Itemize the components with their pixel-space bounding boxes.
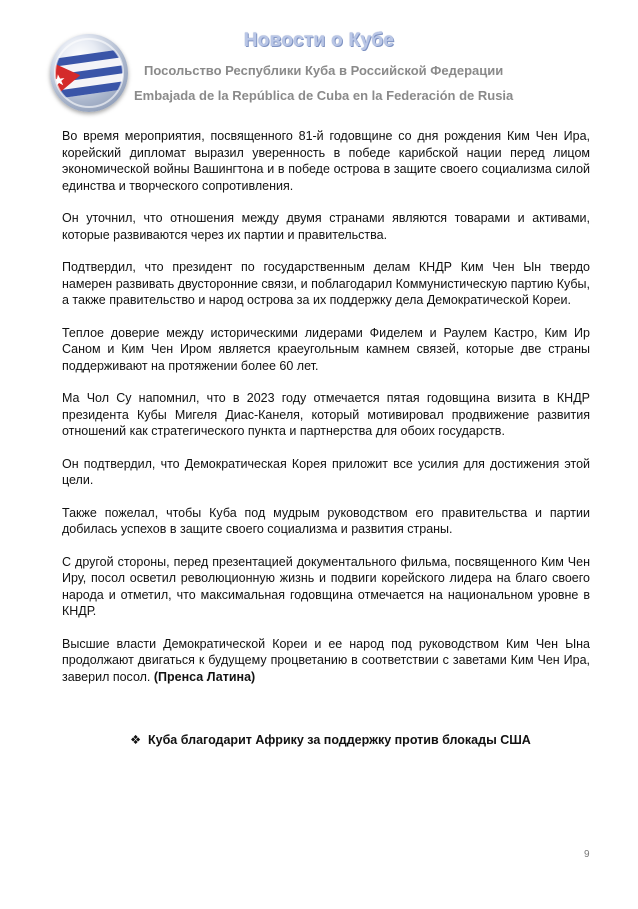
page-number: 9	[584, 849, 590, 860]
article-paragraph: Во время мероприятия, посвященного 81-й годовщине со дня рождения Ким Чен Ира, корейский дипломат выразил уверенность в победе карибской нации перед лицом экономической войны Вашингтона и в победе острова в защите своего социализма силой единства и творческого сопротивления.	[62, 129, 590, 193]
article-last-paragraph	[62, 636, 590, 686]
article-paragraph: Он подтвердил, что Демократическая Корея приложит все усилия для достижения этой цели.	[62, 456, 590, 487]
article-paragraph: С другой стороны, перед презентацией документального фильма, посвященного Ким Чен Иру, посол осветил революционную жизнь и подвиги корейского лидера на благо своего народа и отметил, что максимальная годовщина отмечается на национальном уровне в КНДР.	[62, 554, 590, 618]
article-paragraph: Подтвердил, что президент по государственным делам КНДР Ким Чен Ын твердо намерен развивать двусторонние связи, и поблагодарил Коммунистическую партию Кубы, а также правительство и народ острова за их поддержку дела Демократической Кореи.	[62, 260, 590, 307]
last-paragraph-text: Высшие власти Демократической Кореи и ее народ под руководством Ким Чен Ына продолжают двигаться к будущему процветанию в соответствии с заветами Ким Чен Ира, заверил посол.	[62, 636, 590, 684]
related-headline[interactable]	[130, 732, 531, 747]
article-paragraph: Также пожелал, чтобы Куба под мудрым руководством его правительства и партии добилась успехов в защите своего социализма и развития страны.	[62, 505, 590, 536]
diamond-bullet-icon: ❖	[130, 733, 142, 747]
related-headline-text: Куба благодарит Африку за поддержку против блокады США	[148, 733, 531, 747]
embassy-name-es: Embajada de la República de Cuba en la Federación de Rusia	[134, 88, 514, 103]
article-paragraph: Теплое доверие между историческими лидерами Фиделем и Раулем Кастро, Ким Ир Саном и Ким Чен Иром является краеугольным камнем связей, которые две страны поддерживают на протяжении более 60 лет.	[62, 325, 590, 373]
news-source: (Пренса Латина)	[153, 669, 256, 684]
article-paragraph: Он уточнил, что отношения между двумя странами являются товарами и активами, которые развиваются через их партии и правительства.	[62, 211, 590, 242]
page-title: Новости о Кубе	[243, 30, 395, 51]
embassy-name-ru: Посольство Республики Куба в Российской Федерации	[144, 63, 504, 78]
article-body	[62, 128, 590, 701]
page-header	[0, 0, 638, 120]
article-paragraph: Ма Чол Су напомнил, что в 2023 году отмечается пятая годовщина визита в КНДР президента Кубы Мигеля Диас-Канеля, который мотивировал продвижение развития отношений как стратегического пункта и партнерства для обоих государств.	[62, 391, 590, 438]
